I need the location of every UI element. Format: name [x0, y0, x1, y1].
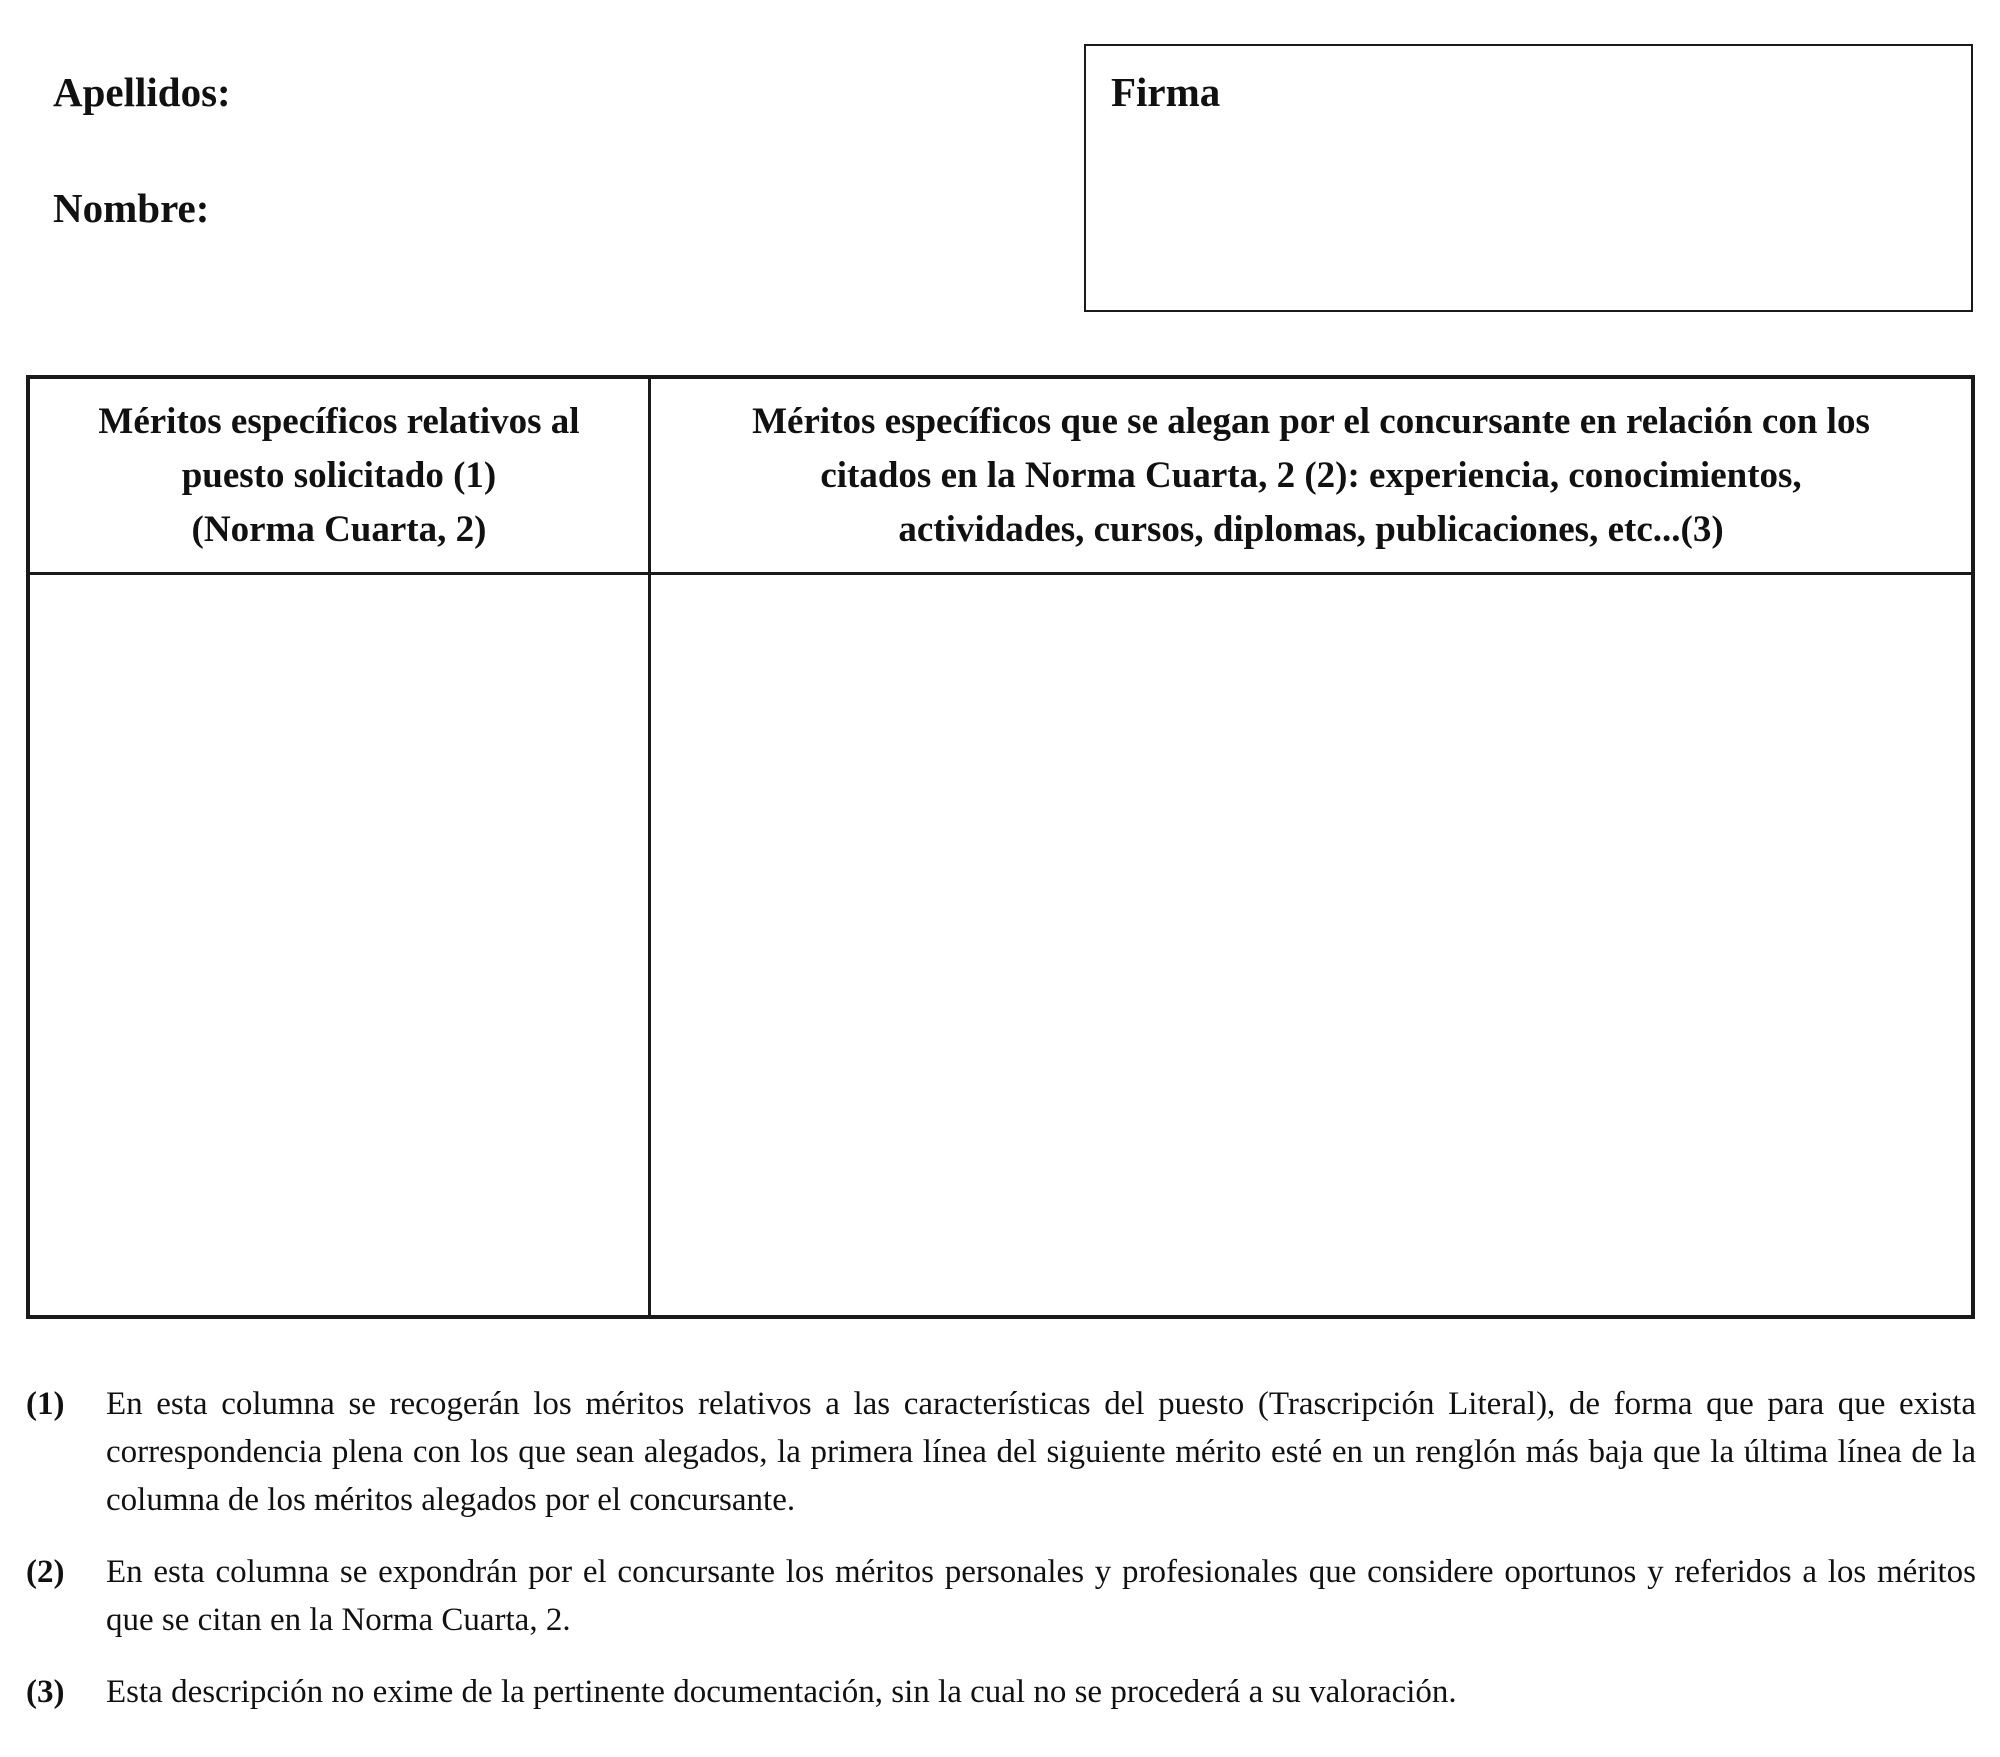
footnote-3: [26, 1668, 1976, 1716]
header-right-line: Méritos específicos que se alegan por el concursante en relación con los: [752, 400, 1870, 442]
footnote-1: [26, 1380, 1976, 1524]
footnote-text: En esta columna se recogerán los méritos relativos a las características del puesto (Trascripción Literal), de forma que para que exista correspondencia plena con los que sean alegados, la primera línea del siguiente mérito esté en un renglón más baja que la última línea de la columna de los méritos alegados por el concursante.: [106, 1386, 1976, 1518]
header-right-line: actividades, cursos, diplomas, publicaciones, etc...(3): [898, 508, 1724, 550]
merits-claimed-cell[interactable]: [651, 575, 1971, 1315]
header-left-line: Méritos específicos relativos al: [98, 400, 580, 442]
apellidos-label: Apellidos:: [53, 69, 231, 115]
header-left-line: (Norma Cuarta, 2): [191, 508, 487, 550]
merits-required-cell[interactable]: [30, 575, 648, 1315]
header-right-line: citados en la Norma Cuarta, 2 (2): experiencia, conocimientos,: [820, 454, 1802, 496]
header-merits-claimed: [651, 379, 1971, 572]
footnote-text: Esta descripción no exime de la pertinente documentación, sin la cual no se procederá a su valoración.: [106, 1674, 1457, 1710]
firma-label: Firma: [1111, 69, 1221, 115]
nombre-label: Nombre:: [53, 185, 210, 231]
header-merits-required: [30, 379, 648, 572]
header-left-line: puesto solicitado (1): [181, 454, 497, 496]
footnote-number: (1): [26, 1386, 65, 1422]
footnote-2: [26, 1548, 1976, 1644]
footnote-text: En esta columna se expondrán por el concursante los méritos personales y profesionales que considere oportunos y referidos a los méritos que se citan en la Norma Cuarta, 2.: [106, 1554, 1976, 1638]
merits-table: [26, 375, 1975, 1319]
signature-box[interactable]: [1084, 44, 1973, 312]
footnote-number: (2): [26, 1554, 65, 1590]
footnote-number: (3): [26, 1674, 65, 1710]
footnotes: [26, 1380, 1976, 1740]
